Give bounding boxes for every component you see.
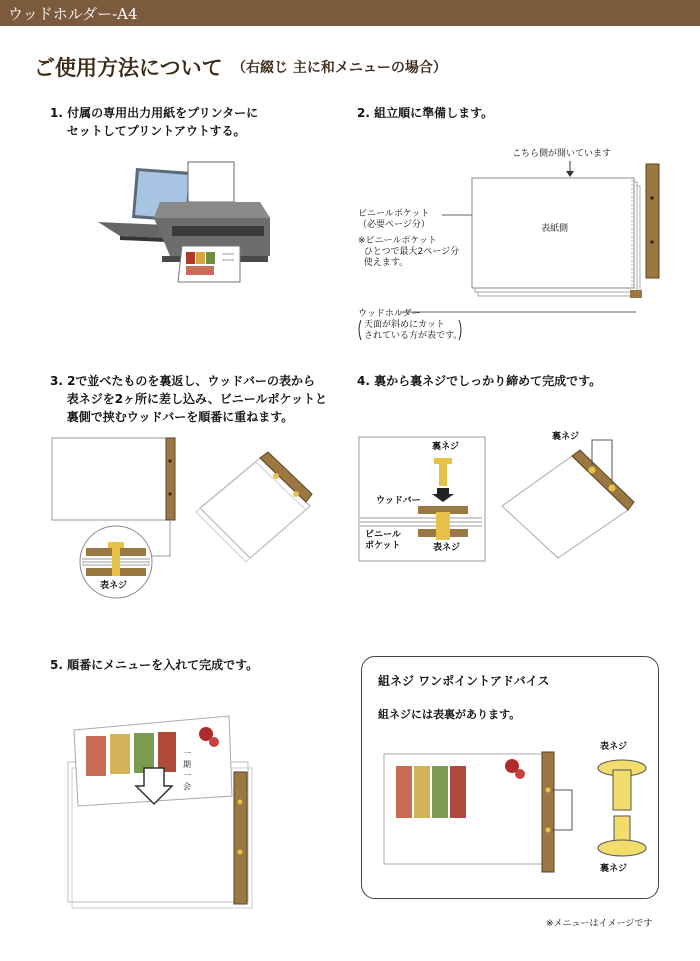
advice-back-screw-label: 裏ネジ [600, 864, 628, 874]
back-screw-label: 裏ネジ [432, 442, 460, 452]
menu-title-text: 一期一会 [183, 749, 191, 791]
advice-diagram [382, 752, 652, 877]
vinyl-pocket-label: ビニールポケット （必要ページ分） [358, 209, 430, 230]
step3-diagram [50, 436, 315, 601]
advice-text: 組ネジには表裏があります。 [378, 708, 521, 721]
wood-holder-note: 天面が斜めにカット されている方が表です。 [364, 320, 463, 341]
vinyl-pocket-note: ※ビニールポケット ひとつで最大2ページ分 使えます。 [358, 236, 460, 268]
front-screw-label-4: 表ネジ [433, 543, 461, 553]
page-subtitle: （右綴じ 主に和メニューの場合） [232, 60, 447, 76]
step2-leader-lines [356, 212, 476, 342]
front-screw-label: 表ネジ [100, 581, 128, 591]
wood-holder-label: ウッドホルダー [358, 309, 421, 319]
step-2-text: 2. 組立順に準備します。 [357, 106, 494, 120]
step-3-text: 3. 2で並べたものを裏返し、ウッドバーの表から 表ネジを2ヶ所に差し込み、ビニールポケットと 裏側で挟むウッドバーを順番に重ねます。 [50, 374, 327, 424]
open-side-label: こちら側が開いています [512, 149, 612, 159]
step-4-text: 4. 裏から裏ネジでしっかり締めて完成です。 [357, 374, 602, 388]
advice-title: 組ネジ ワンポイントアドバイス [378, 674, 550, 688]
step-5-text: 5. 順番にメニューを入れて完成です。 [50, 658, 259, 672]
back-screw-label-right: 裏ネジ [552, 432, 580, 442]
footnote: ※メニューはイメージです [546, 919, 653, 929]
step-1-text: 1. 付属の専用出力用紙をプリンターに セットしてプリントアウトする。 [50, 106, 259, 138]
assembly-diagram [470, 158, 670, 308]
wood-bar-label: ウッドバー [376, 496, 421, 506]
vinyl-pocket-label-4: ビニール ポケット [365, 530, 401, 551]
step4-result [500, 440, 650, 560]
page-title: ご使用方法について [34, 56, 223, 80]
header-bar [0, 0, 700, 26]
header-title: ウッドホルダー-A4 [8, 5, 138, 23]
cover-side-label: 表紙側 [541, 224, 569, 234]
printer-illustration [90, 158, 280, 288]
step5-diagram [64, 716, 264, 916]
advice-front-screw-label: 表ネジ [600, 742, 628, 752]
